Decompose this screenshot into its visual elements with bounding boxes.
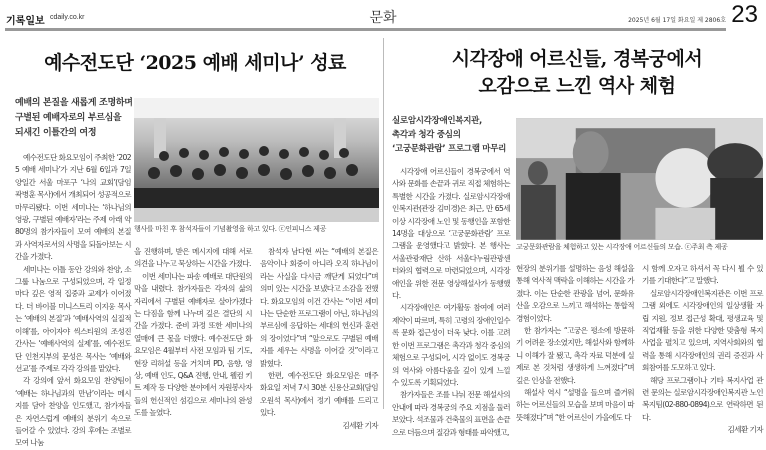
issue-date: 2025년 6월 17일 화요일 제 2806호 (628, 17, 726, 24)
section-name: 문화 (369, 10, 397, 26)
title-line: 오감으로 느낀 역사 체험 (478, 75, 676, 97)
paragraph: 시각장애인은 여가활동 참여에 여러 제약이 따르며, 특히 고령의 장애인일수록 문화 접근성이 더욱 낮다. 이를 고려한 이번 프로그램은 촉각과 청각 중심의 체험으로 구성되어, 시각 없이도 경복궁의 역사와 아름다움을 깊이 있게 느낄 수 있도록 기획되었다. (392, 303, 510, 387)
paragraph: 한편, 예수전도단 화요모임은 매주 화요일 저녁 7시 30분 신용산교회(담임 오원석 목사)에서 정기 예배를 드리고 있다. (260, 371, 378, 418)
article-column (392, 166, 510, 439)
photo-caption: 행사를 마친 후 참석자들이 기념촬영을 하고 있다. ⓒ인피니스 제공 (134, 225, 327, 233)
article-column (260, 246, 378, 432)
title-line: 시각장애 어르신들, 경복궁에서 (451, 48, 703, 70)
photo-caption: 고궁문화관람을 체험하고 있는 시각장애 어르신들의 모습. ⓒ주최 측 제공 (516, 243, 728, 251)
article-title (388, 46, 766, 100)
paragraph: 해설사 역시 “설명을 들으며 즐거워하는 어르신들의 모습을 보며 마음이 따뜻해졌다”며 “한 어르신이 가을에도 다 (516, 388, 634, 422)
article-divider (383, 38, 384, 409)
article-column (642, 263, 763, 437)
paragraph: 해당 프로그램이나 기타 복지사업 관련 문의는 실로암시각장애인복지관 노인복지팀(02-880-0894)으로 연락하면 된다. (642, 375, 763, 422)
article-column (516, 263, 634, 424)
byline: 김세환 기자 (727, 425, 763, 435)
paragraph: 실로암시각장애인복지관은 이번 프로그램 외에도 시각장애인의 일상생활 자립 지원, 정보 접근성 확대, 평생교육 및 직업재활 등을 위한 다양한 맞춤형 복지사업을 펼치고 있으며, 지역사회와의 협력을 통해 시각장애인의 권리 증진과 사회참여를 도모하고 있다. (642, 288, 763, 373)
paragraph: 세미나는 이틀 동안 강의와 찬양, 소그룹 나눔으로 구성되었으며, 각 일정마다 깊은 영적 집중과 교제가 이어졌다. 더 바이블 미니스트리 이지웅 목사는 ‘예배의 본질’과 ‘예배사역의 실질적 이해’를, 아이자야 씩스티원의 조성진 간사는 ‘예배사역의 실제’를, 예수전도단 인천지부의 문성은 목사는 ‘예배와 선교’를 주제로 각각 강의를 맡았다. (15, 264, 131, 373)
article-column (134, 246, 252, 420)
newspaper-logo: 기록일보 (6, 16, 45, 27)
paragraph: 예수전도단 화요모임이 주최한 ‘2025 예배 세미나’가 지난 6월 6일과 7일 양일간 서울 마포구 ‘나의 교회’(담임 곽병훈 목사)에서 개최되어 성공적으로 마무리됐다. 이번 세미나는 ‘하나님의 영광, 구별된 예배자’라는 주제 아래 약 80명의 참가자들이 모여 예배의 본질과 사역자로서의 사명을 되돌아보는 시간을 가졌다. (15, 153, 131, 262)
paragraph: 시각장애 어르신들이 경복궁에서 역사와 문화를 손끝과 귀로 직접 체험하는 특별한 시간을 가졌다. 실로암시각장애인복지관(관장 김미경)은 최근, 만 65세 이상 시각장애 노인 및 동행인을 포함한 14명을 대상으로 ‘고궁문화관람’ 프로그램을 운영했다고 밝혔다. 본 행사는 서울관광재단 산하 서울다누림관광센터와의 협력으로 마련되었으며, 시각장애인을 위한 전문 영상해설사가 동행했다. (392, 167, 510, 301)
subhead-line: 촉각과 청각 중심의 (392, 130, 461, 140)
paragraph: 각 강의에 앞서 화요모임 찬양팀이 ‘예배는 하나님과의 만남’이라는 메시지를 담아 찬양을 인도했고, 참가자들은 자연스럽게 예배의 분위기 속으로 들어갈 수 있었다. 강의 후에는 조별로 모여 나눔 (15, 376, 131, 448)
paragraph: 시 함께 오자고 하셔서 꼭 다시 뵐 수 있기를 기대한다”고 말했다. (642, 264, 763, 286)
subhead-line: 구별된 예배자로의 부르심을 (15, 113, 122, 123)
subhead-line: 예배의 본질을 새롭게 조명하며 (15, 98, 133, 108)
paragraph: 이번 세미나는 파송 예배로 대단원의 막을 내렸다. 참가자들은 각자의 삶의 자리에서 구별된 예배자로 살아가겠다는 다짐을 함께 나누며 깊은 결단의 시간을 가졌다. 준비 과정 또한 세미나의 열매에 큰 몫을 더했다. 예수전도단 화요모임은 4월부터 사전 모임과 팀 기도, 현장 리허설 등을 거치며 PD, 음향, 영상, 예배 인도, Q&A 진행, 안내, 웰컴 키트 제작 등 다양한 분야에서 자원봉사자들의 헌신적인 섬김으로 세미나의 완성도를 높였다. (134, 271, 252, 418)
paragraph: 참석자 남다현 씨는 “예배의 본질은 음악이나 회중이 아니라 오직 하나님이라는 사실을 다시금 깨닫게 되었다”며 의미 있는 시간을 보냈다고 소감을 전했다. 화요모임의 이건 간사는 “이번 세미나는 단순한 프로그램이 아닌, 하나님의 부르심에 응답하는 세대의 헌신과 훈련의 장이었다”며 “앞으로도 구별된 예배자를 세우는 사명을 이어갈 것”이라고 밝혔다. (260, 247, 378, 368)
article-column (15, 152, 131, 450)
subhead-line: ‘고궁문화관람’ 프로그램 마무리 (392, 144, 507, 154)
subhead-line: 되새긴 이틀간의 여정 (15, 128, 97, 138)
header-rule (5, 28, 726, 31)
website-url: cdaily.co.kr (50, 14, 85, 21)
article-title: 예수전도단 ‘2025 예배 세미나’ 성료 (44, 52, 346, 74)
page-header (0, 0, 766, 30)
byline: 김세환 기자 (342, 420, 378, 430)
palace-tour-photo (516, 118, 763, 240)
paragraph: 현장의 분위기를 설명하는 음성 해설을 통해 역사적 맥락을 이해하는 시간을 가졌다. 이는 단순한 관광을 넘어, 문화유산을 오감으로 느끼고 해석하는 통합적 경험이었다. (516, 264, 634, 323)
article-subhead (392, 114, 514, 156)
paragraph: 한 참가자는 “고궁은 평소에 방문하기 어려운 장소였지만, 해설사와 함께하니 이해가 잘 됐고, 촉각 자료 덕분에 실제로 본 것처럼 생생하게 느껴졌다”며 깊은 인상을 전했다. (516, 326, 634, 385)
page-number: 23 (731, 1, 758, 28)
article-subhead (15, 96, 133, 141)
subhead-line: 실로암시각장애인복지관, (392, 116, 482, 126)
seminar-group-photo (134, 98, 379, 222)
paragraph: 을 진행하며, 받은 메시지에 대해 서로 의견을 나누고 묵상하는 시간을 가졌다. (134, 247, 252, 269)
paragraph: 참가자들은 조를 나눠 전문 해설사의 안내에 따라 경복궁의 주요 지점을 둘러보았다. 석조물과 건축물의 표면을 손끝으로 더듬으며 질감과 형태를 파악했고, (392, 390, 510, 437)
